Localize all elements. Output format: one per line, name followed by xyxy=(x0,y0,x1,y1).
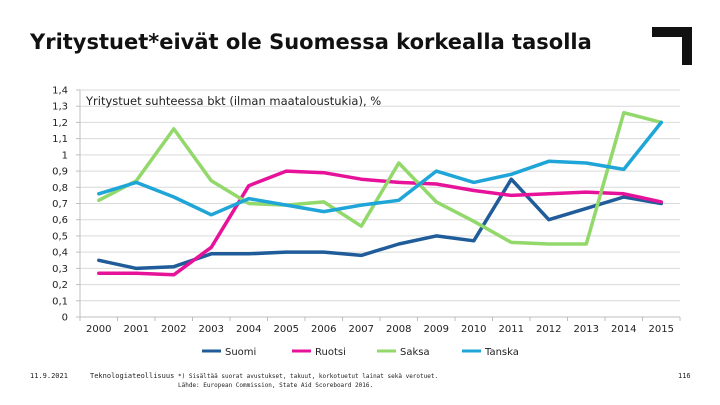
y-tick-label: 0,6 xyxy=(52,215,68,227)
y-tick-label: 0 xyxy=(61,312,68,324)
x-tick-label: 2002 xyxy=(161,324,187,335)
chart-subtitle: Yritystuet suhteessa bkt (ilman maataloustukia), % xyxy=(86,94,382,108)
x-tick-label: 2014 xyxy=(611,324,637,335)
footnote-line-1: *) Sisältää suorat avustukset, takuut, korkotuetut lainat sekä verotuet. xyxy=(178,373,439,380)
y-tick-label: 0,1 xyxy=(52,296,68,308)
x-tick-label: 2012 xyxy=(536,324,562,335)
x-tick-label: 2011 xyxy=(498,324,524,335)
x-tick-label: 2001 xyxy=(123,324,149,335)
y-tick-label: 0,2 xyxy=(52,280,68,292)
x-tick-label: 2006 xyxy=(311,324,337,335)
y-tick-label: 1,3 xyxy=(52,101,68,113)
y-tick-label: 0,7 xyxy=(52,199,68,210)
y-tick-label: 0,8 xyxy=(52,182,68,194)
x-tick-label: 2007 xyxy=(348,324,374,335)
footer-date: 11.9.2021 xyxy=(30,372,68,380)
footnote-source: Lähde: European Commission, State Aid Scoreboard 2016. xyxy=(178,382,374,389)
series-line-tanska xyxy=(99,122,662,214)
footer-organization: Teknologiateollisuus xyxy=(90,372,175,380)
legend-label-suomi: Suomi xyxy=(225,347,257,358)
legend-label-ruotsi: Ruotsi xyxy=(315,347,346,358)
x-tick-label: 2010 xyxy=(461,324,487,335)
x-tick-label: 2013 xyxy=(573,324,599,335)
y-tick-label: 1,1 xyxy=(52,134,68,146)
y-tick-label: 1 xyxy=(61,150,68,162)
y-tick-label: 1,2 xyxy=(52,117,68,129)
footer-footnote xyxy=(178,372,438,390)
x-tick-label: 2000 xyxy=(86,324,112,335)
y-tick-label: 0,3 xyxy=(52,263,68,275)
y-tick-label: 0,5 xyxy=(52,231,68,243)
series-line-ruotsi xyxy=(99,171,662,275)
y-tick-label: 0,9 xyxy=(52,166,68,178)
series-line-saksa xyxy=(99,113,662,244)
legend xyxy=(202,347,519,358)
y-tick-label: 1,4 xyxy=(52,85,68,97)
y-tick-label: 0,4 xyxy=(52,247,68,259)
x-tick-label: 2009 xyxy=(423,324,449,335)
x-tick-labels xyxy=(86,324,674,335)
slide-title: Yritystuet*eivät ole Suomessa korkealla tasolla xyxy=(30,30,592,54)
axes xyxy=(76,90,680,321)
y-tick-labels xyxy=(52,86,68,324)
legend-label-saksa: Saksa xyxy=(400,347,430,358)
x-tick-label: 2015 xyxy=(648,324,674,335)
legend-label-tanska: Tanska xyxy=(485,347,519,358)
page-number: 116 xyxy=(678,372,691,380)
x-tick-label: 2005 xyxy=(273,324,299,335)
x-tick-label: 2008 xyxy=(386,324,412,335)
x-tick-label: 2004 xyxy=(236,324,262,335)
x-tick-label: 2003 xyxy=(198,324,224,335)
series-lines xyxy=(99,113,662,275)
